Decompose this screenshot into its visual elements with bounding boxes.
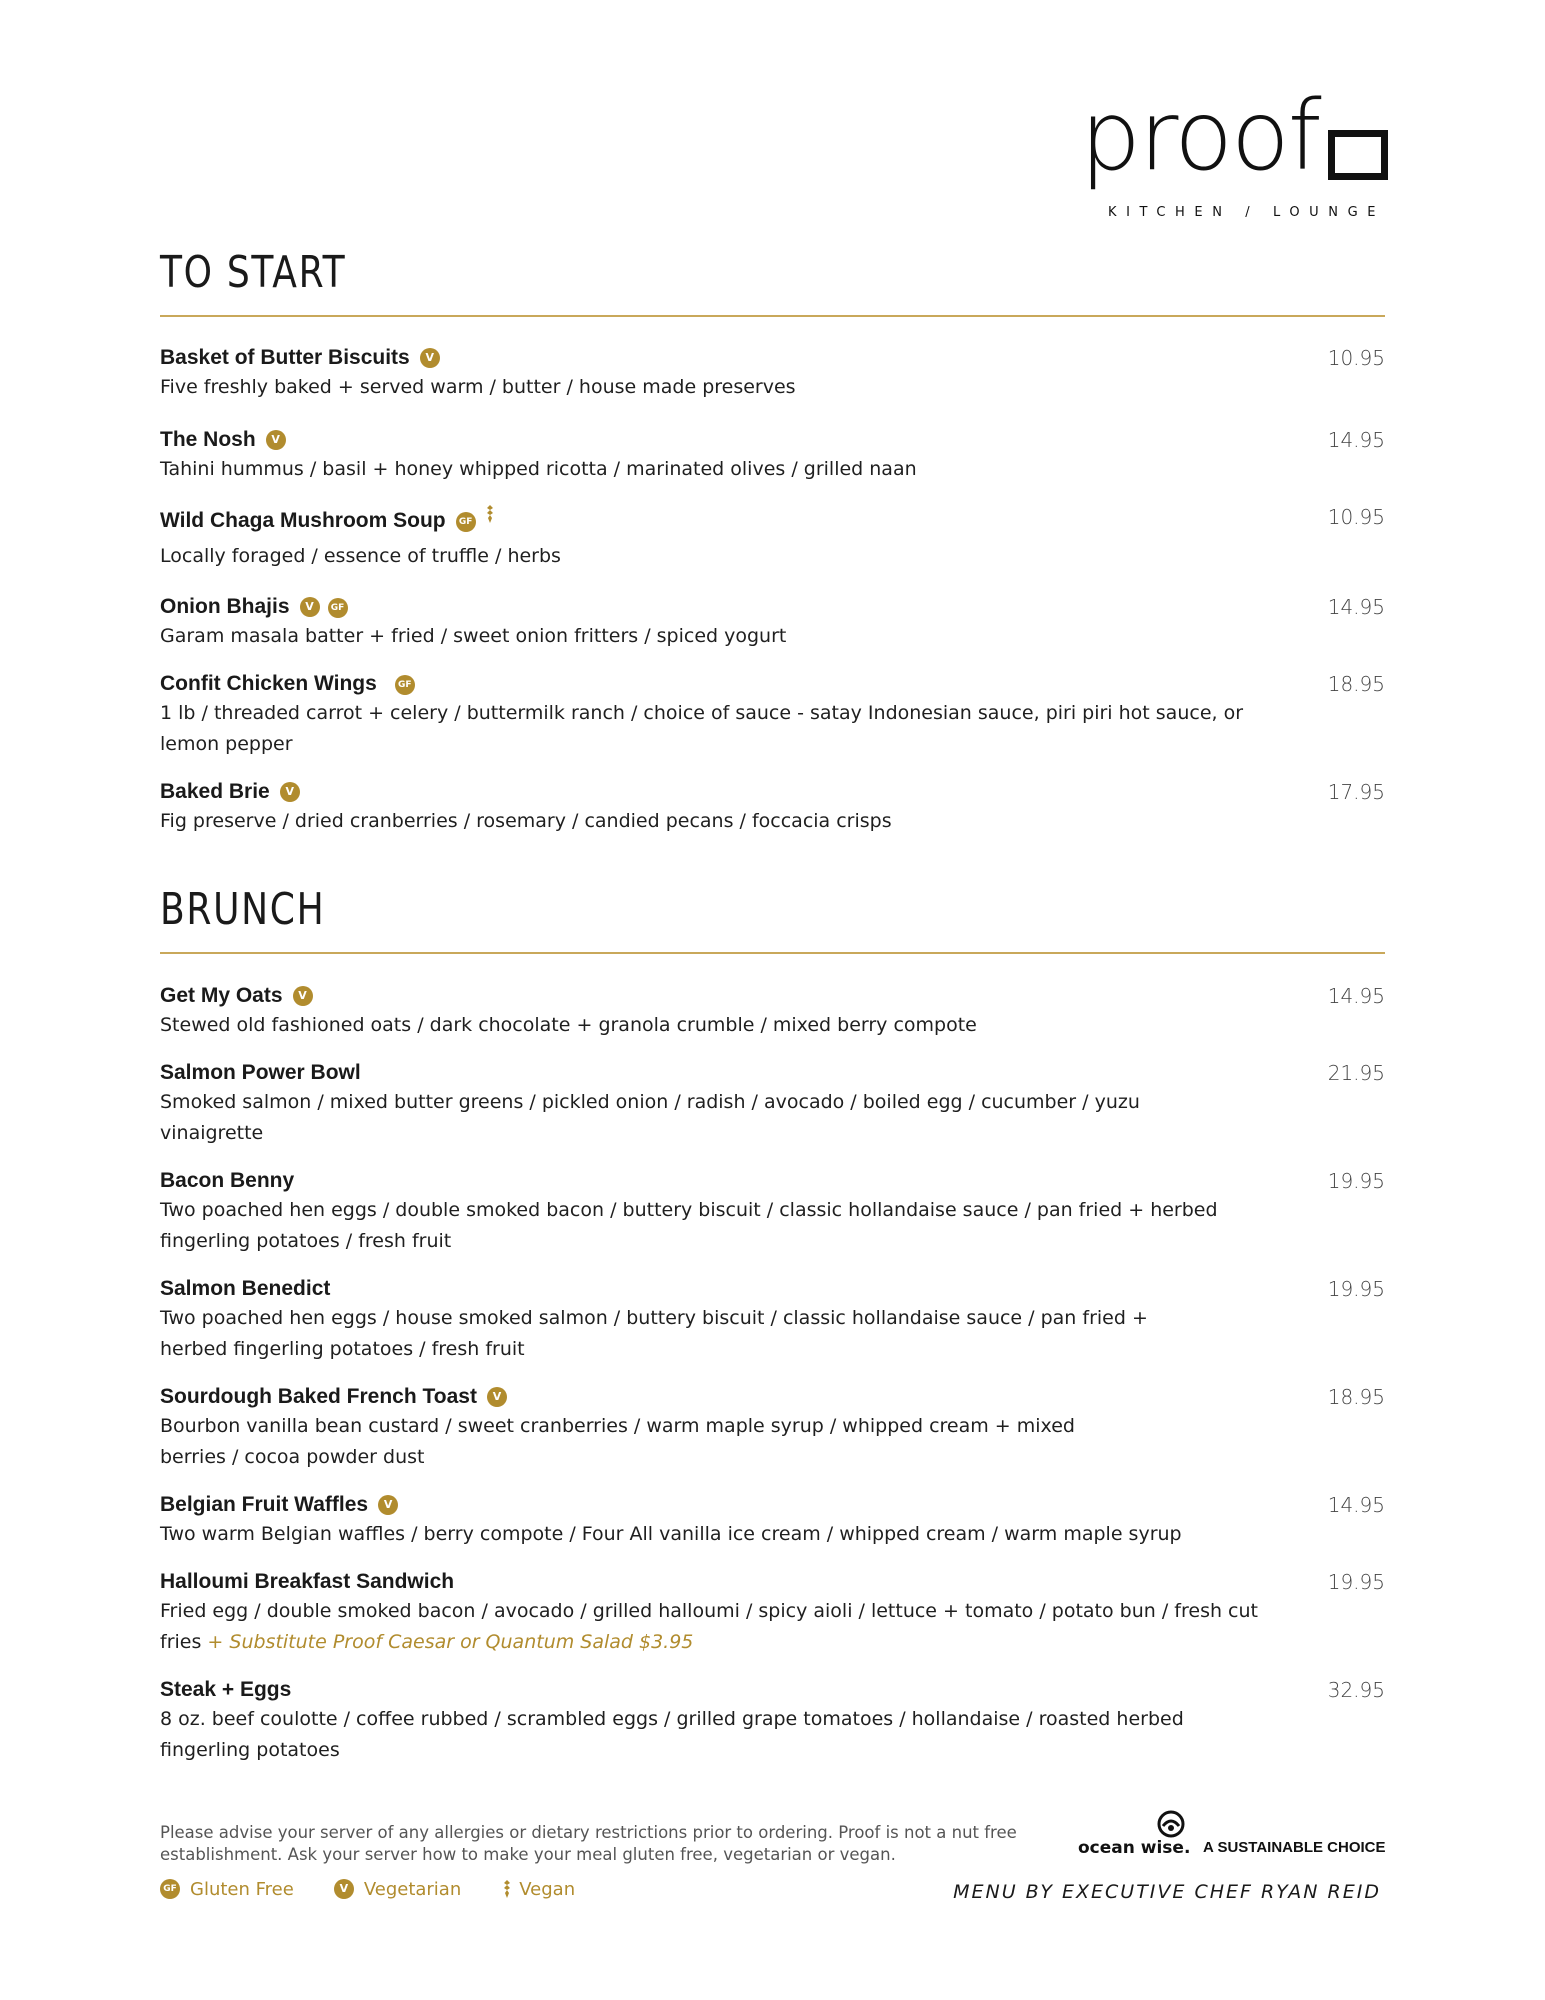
item-price: 14.95: [1327, 984, 1385, 1008]
vegan-icon: [501, 1878, 513, 1900]
item-description: Smoked salmon / mixed butter greens / pickled onion / radish / avocado / boiled egg / cucumber / yuzu vinaigrette: [160, 1091, 1140, 1144]
item-price: 14.95: [1327, 428, 1385, 452]
legend-label: Vegan: [519, 1878, 576, 1900]
menu-item: [160, 1568, 1385, 1658]
item-description: Stewed old fashioned oats / dark chocolate + granola crumble / mixed berry compote: [160, 1014, 977, 1036]
item-description: 1 lb / threaded carrot + celery / buttermilk ranch / choice of sauce - satay Indonesian sauce, piri piri hot sauce, or lemon pepper: [160, 702, 1244, 755]
ocean-wise-fish-icon: [1156, 1808, 1186, 1840]
gluten-free-icon: GF: [328, 598, 348, 618]
menu-item: [160, 1167, 1385, 1257]
item-name: Wild Chaga Mushroom Soup: [160, 509, 446, 532]
legend-vegetarian: [334, 1879, 461, 1900]
gluten-free-icon: GF: [456, 512, 476, 532]
menu-item: [160, 344, 1385, 403]
gluten-free-icon: GF: [395, 675, 415, 695]
item-name: Salmon Power Bowl: [160, 1061, 361, 1084]
menu-item: [160, 503, 1385, 572]
item-description: 8 oz. beef coulotte / coffee rubbed / scrambled eggs / grilled grape tomatoes / hollandaise / roasted herbed fingerling potatoes: [160, 1708, 1184, 1761]
item-description: [160, 1596, 1270, 1658]
logo-square-icon: [1328, 130, 1388, 180]
item-price: 18.95: [1327, 1385, 1385, 1409]
item-description-text: Fried egg / double smoked bacon / avocado / grilled halloumi / spicy aioli / lettuce + tomato / potato bun / fresh cut fries: [160, 1600, 1258, 1653]
section-title: TO START: [160, 247, 347, 298]
item-name: Halloumi Breakfast Sandwich: [160, 1570, 455, 1593]
menu-item: [160, 1676, 1385, 1766]
vegetarian-icon: V: [378, 1495, 398, 1515]
section-divider: [160, 315, 1385, 317]
item-price: 18.95: [1327, 672, 1385, 696]
menu-item: [160, 1383, 1385, 1473]
menu-item: [160, 426, 1385, 485]
item-description: Two warm Belgian waffles / berry compote / Four All vanilla ice cream / whipped cream / warm maple syrup: [160, 1523, 1182, 1545]
item-description: Garam masala batter + fried / sweet onion fritters / spiced yogurt: [160, 625, 787, 647]
item-name: Baked Brie: [160, 780, 270, 803]
logo-subtitle: KITCHEN / LOUNGE: [1108, 205, 1386, 220]
menu-item: [160, 982, 1385, 1041]
legend-label: Gluten Free: [190, 1878, 294, 1900]
item-price: 32.95: [1327, 1678, 1385, 1702]
vegetarian-icon: V: [420, 348, 440, 368]
vegetarian-icon: V: [266, 430, 286, 450]
item-name: Onion Bhajis: [160, 595, 290, 618]
section-divider: [160, 952, 1385, 954]
chef-credit: MENU BY EXECUTIVE CHEF RYAN REID: [953, 1881, 1381, 1903]
item-name: Bacon Benny: [160, 1169, 295, 1192]
item-description: Five freshly baked + served warm / butter / house made preserves: [160, 376, 796, 398]
section-to-start: [160, 243, 1385, 837]
menu-item: [160, 1275, 1385, 1365]
item-name: Get My Oats: [160, 984, 283, 1007]
item-name: Belgian Fruit Waffles: [160, 1493, 369, 1516]
vegetarian-icon: V: [293, 986, 313, 1006]
vegetarian-icon: V: [300, 597, 320, 617]
logo-wordmark: proof: [1080, 80, 1320, 192]
item-price: 21.95: [1327, 1061, 1385, 1085]
item-name: Confit Chicken Wings: [160, 672, 377, 695]
item-description: Two poached hen eggs / house smoked salmon / buttery biscuit / classic hollandaise sauce / pan fried + herbed fingerling potatoes / fresh fruit: [160, 1307, 1148, 1360]
item-description: Tahini hummus / basil + honey whipped ricotta / marinated olives / grilled naan: [160, 458, 917, 480]
gluten-free-icon: GF: [160, 1879, 180, 1899]
legend-vegan: [501, 1878, 575, 1900]
proof-logo: [1080, 80, 1386, 228]
item-price: 17.95: [1327, 780, 1385, 804]
item-price: 14.95: [1327, 1493, 1385, 1517]
section-brunch: [160, 880, 1385, 1766]
item-description: Two poached hen eggs / double smoked bacon / buttery biscuit / classic hollandaise sauce / pan fried + herbed fingerling potatoes / fresh fruit: [160, 1199, 1218, 1252]
item-price: 10.95: [1327, 346, 1385, 370]
menu-item: [160, 1491, 1385, 1550]
item-name: The Nosh: [160, 428, 256, 451]
item-price: 14.95: [1327, 595, 1385, 619]
legend-label: Vegetarian: [363, 1878, 462, 1900]
item-price: 19.95: [1327, 1570, 1385, 1594]
item-name: Salmon Benedict: [160, 1277, 331, 1300]
item-name: Basket of Butter Biscuits: [160, 346, 410, 369]
vegetarian-icon: V: [487, 1387, 507, 1407]
vegetarian-icon: V: [280, 782, 300, 802]
item-price: 19.95: [1327, 1169, 1385, 1193]
item-price: 19.95: [1327, 1277, 1385, 1301]
menu-item: [160, 778, 1385, 837]
vegetarian-icon: V: [334, 1879, 354, 1899]
allergy-note: Please advise your server of any allergies or dietary restrictions prior to ordering. Proof is not a nut free establishment. Ask your server how to make your meal gluten free, vegetarian or vegan.: [160, 1823, 1017, 1864]
item-price: 10.95: [1327, 505, 1385, 529]
ocean-wise-name: ocean wise.: [1078, 1838, 1191, 1858]
section-title: BRUNCH: [160, 884, 326, 935]
menu-item: [160, 593, 1385, 652]
menu-item: [160, 670, 1385, 760]
ocean-wise-tagline: A SUSTAINABLE CHOICE: [1203, 1839, 1386, 1856]
substitute-option: + Substitute Proof Caesar or Quantum Salad $3.95: [207, 1631, 694, 1653]
vegan-icon: [484, 503, 496, 525]
item-name: Steak + Eggs: [160, 1678, 292, 1701]
ocean-wise-badge: [1078, 1808, 1386, 1858]
menu-item: [160, 1059, 1385, 1149]
item-description: Locally foraged / essence of truffle / herbs: [160, 545, 561, 567]
item-description: Fig preserve / dried cranberries / rosemary / candied pecans / foccacia crisps: [160, 810, 892, 832]
dietary-legend: [160, 1878, 615, 1900]
item-name: Sourdough Baked French Toast: [160, 1385, 477, 1408]
item-description: Bourbon vanilla bean custard / sweet cranberries / warm maple syrup / whipped cream + mixed berries / cocoa powder dust: [160, 1415, 1075, 1468]
legend-gluten-free: [160, 1879, 294, 1900]
